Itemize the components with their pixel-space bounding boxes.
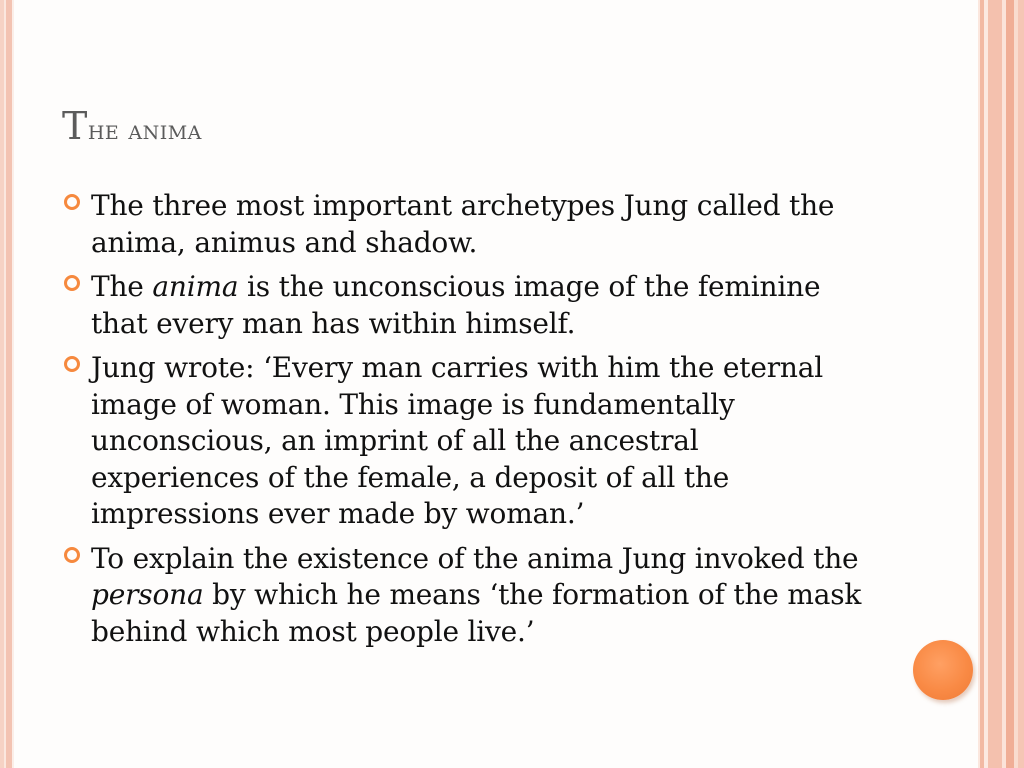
bullet-item bbox=[62, 188, 862, 261]
orange-circle-icon bbox=[913, 640, 973, 700]
bullet-list bbox=[62, 188, 862, 658]
emphasized-term: anima bbox=[152, 270, 239, 303]
hollow-circle-bullet-icon bbox=[64, 275, 80, 291]
bullet-text-part: is the unconscious image of the feminine that every man has within himself. bbox=[91, 270, 821, 340]
slide-title-rest: he anima bbox=[87, 115, 202, 146]
bullet-text-part: The bbox=[91, 270, 153, 303]
emphasized-term: persona bbox=[91, 578, 204, 611]
slide-title-initial: T bbox=[62, 104, 88, 148]
hollow-circle-bullet-icon bbox=[64, 356, 80, 372]
left-border-stripe bbox=[0, 0, 14, 768]
bullet-text-part: The three most important archetypes Jung called the anima, animus and shadow. bbox=[91, 189, 835, 259]
slide-title bbox=[62, 104, 202, 150]
bullet-text-part: Jung wrote: ‘Every man carries with him the eternal image of woman. This image is fundamentally unconscious, an imprint of all the ancestral experiences of the female, a deposit of all the impressions ever made by woman.’ bbox=[91, 351, 823, 530]
hollow-circle-bullet-icon bbox=[64, 547, 80, 563]
bullet-text-part: by which he means ‘the formation of the mask behind which most people live.’ bbox=[91, 578, 862, 648]
hollow-circle-bullet-icon bbox=[64, 194, 80, 210]
bullet-text bbox=[91, 270, 820, 340]
right-border-stripes bbox=[978, 0, 1024, 768]
bullet-text bbox=[91, 189, 834, 259]
bullet-item bbox=[62, 269, 862, 342]
bullet-text-part: To explain the existence of the anima Jung invoked the bbox=[91, 541, 859, 575]
bullet-text bbox=[91, 351, 823, 530]
bullet-item bbox=[62, 350, 862, 533]
bullet-text bbox=[91, 542, 861, 648]
bullet-item bbox=[62, 541, 862, 651]
